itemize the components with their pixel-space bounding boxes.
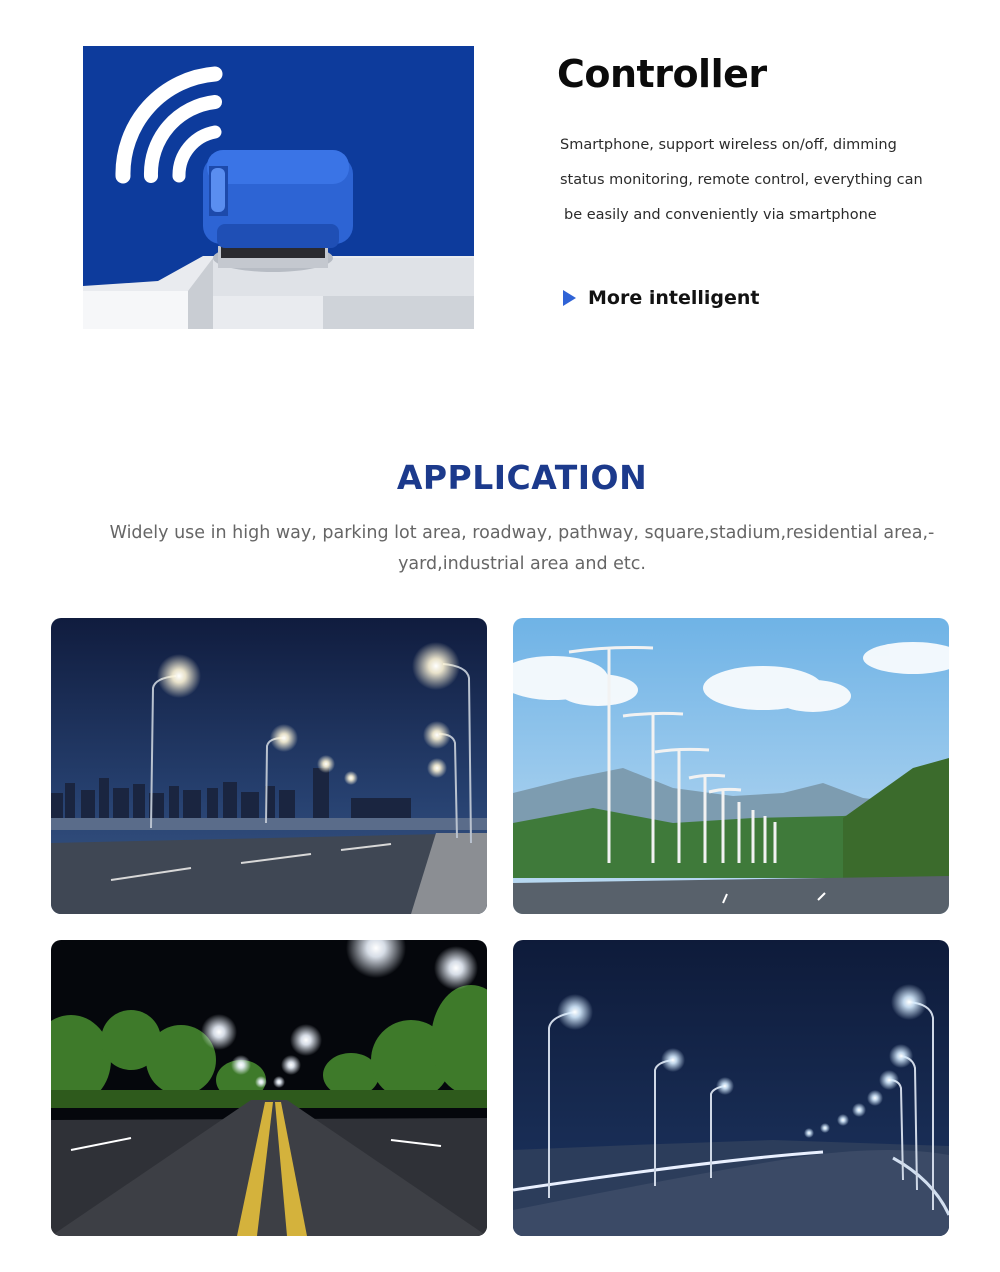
controller-title: Controller [557, 52, 767, 96]
controller-description-line-3: be easily and conveniently via smartphone [564, 207, 877, 223]
feature-bullet [563, 287, 759, 309]
triangle-bullet-icon [563, 290, 576, 306]
feature-label: More intelligent [588, 287, 760, 309]
application-description-line-1: Widely use in high way, parking lot area, roadway, pathway, square,stadium,residential area,- [109, 523, 935, 543]
night-highway-photo [51, 618, 487, 914]
controller-description-line-1: Smartphone, support wireless on/off, dimming [560, 137, 897, 153]
application-description-line-2: yard,industrial area and etc. [398, 554, 646, 574]
curved-highway-night-photo [513, 940, 949, 1236]
application-title: APPLICATION [396, 458, 648, 497]
controller-product-image [83, 46, 474, 329]
night-avenue-photo [51, 940, 487, 1236]
controller-description-line-2: status monitoring, remote control, everything can [560, 172, 923, 188]
daytime-highway-photo [513, 618, 949, 914]
